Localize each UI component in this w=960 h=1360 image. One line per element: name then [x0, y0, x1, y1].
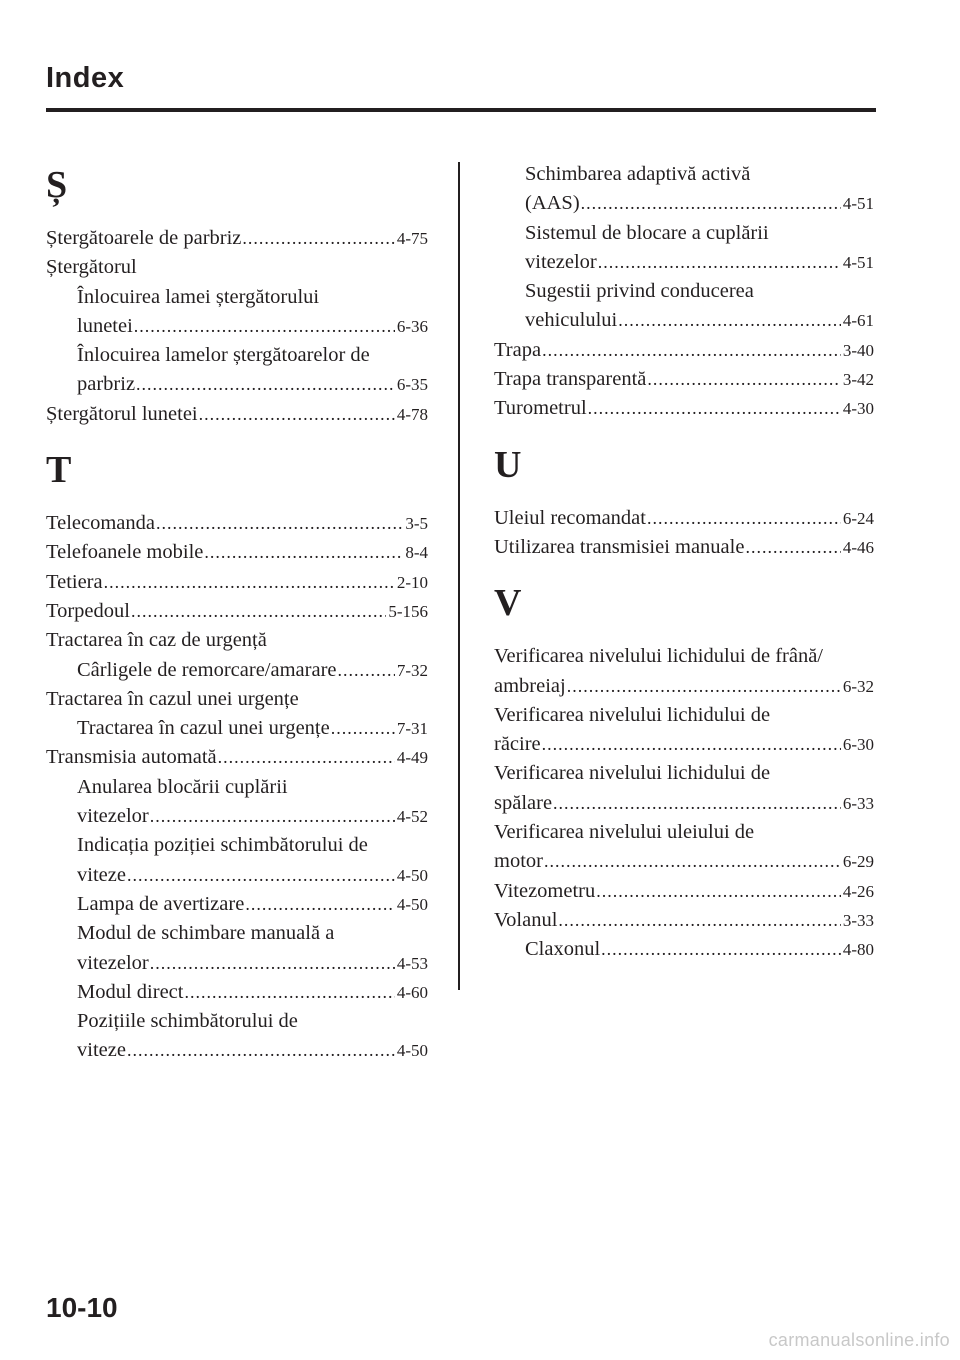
index-entry[interactable] [494, 877, 874, 906]
dot-leader [245, 890, 395, 919]
dot-leader [567, 672, 841, 701]
page-reference[interactable]: 2-10 [396, 572, 428, 592]
dot-leader [331, 714, 395, 743]
page-reference[interactable]: 4-46 [842, 537, 874, 557]
index-subheading: Modul de schimbare manuală a [77, 922, 335, 945]
page-reference[interactable]: 8-4 [405, 543, 428, 563]
page-reference[interactable]: 6-29 [842, 852, 874, 872]
index-entry-label: Torpedoul [46, 599, 130, 622]
page-reference[interactable]: 3-40 [842, 340, 874, 360]
index-entry[interactable] [494, 394, 874, 423]
index-entry-label: Trapa [494, 338, 542, 361]
page-title: Index [46, 62, 125, 94]
index-entry-label: motor [494, 850, 543, 873]
index-entry[interactable] [46, 370, 428, 399]
index-entry-label: Cârligele de remorcare/amarare [77, 658, 337, 681]
index-subheading: Schimbarea adaptivă activă [525, 163, 751, 185]
index-entry[interactable] [494, 336, 874, 365]
index-entry-label: Lampa de avertizare [77, 892, 245, 915]
dot-leader [136, 370, 395, 399]
index-entry[interactable] [46, 890, 428, 919]
index-entry-label: viteze [77, 1039, 126, 1062]
dot-leader [184, 978, 394, 1007]
dot-leader [745, 533, 840, 562]
section-letter: Ș [46, 164, 68, 206]
page-reference[interactable]: 6-24 [842, 508, 874, 528]
page-reference[interactable]: 4-75 [396, 229, 428, 248]
page-reference[interactable]: 4-52 [396, 807, 428, 827]
page-reference[interactable]: 4-26 [842, 881, 874, 901]
index-entry[interactable] [46, 400, 428, 429]
index-entry-label: Utilizarea transmisiei manuale [494, 535, 745, 558]
index-entry-label: vehiculului [525, 309, 618, 332]
index-subheading: Pozițiile schimbătorului de [77, 1010, 298, 1033]
dot-leader [338, 656, 395, 685]
index-entry-label: viteze [77, 863, 126, 886]
index-entry-label: vitezelor [77, 805, 149, 828]
index-entry-label: Trapa transparentă [494, 368, 647, 391]
dot-leader [544, 847, 841, 876]
index-entry-label: spălare [494, 791, 553, 814]
index-entry[interactable] [46, 656, 428, 685]
page-number: 10-10 [46, 1292, 118, 1323]
index-entry-label: vitezelor [77, 951, 149, 974]
section-letter: V [494, 582, 522, 625]
index-entry[interactable] [494, 789, 874, 818]
index-entry[interactable] [494, 189, 874, 218]
dot-leader [199, 400, 395, 429]
index-entry-label: (AAS) [525, 192, 580, 215]
page-reference[interactable]: 6-36 [396, 316, 428, 336]
page-reference[interactable]: 3-33 [842, 910, 874, 930]
index-entry-label: lunetei [77, 314, 133, 337]
index-entry-label: Uleiul recomandat [494, 506, 646, 529]
dot-leader [104, 568, 395, 597]
index-entry[interactable] [46, 743, 428, 772]
dot-leader [542, 730, 841, 759]
index-entry[interactable] [46, 978, 428, 1007]
index-entry[interactable] [46, 568, 428, 597]
dot-leader [156, 509, 403, 538]
index-entry-label: parbriz [77, 373, 136, 396]
index-entry-label: Ștergătorul lunetei [46, 402, 198, 425]
page-reference[interactable]: 4-50 [396, 1041, 428, 1061]
dot-leader [647, 504, 841, 533]
index-entry-label: Tractarea în cazul unei urgențe [77, 717, 330, 740]
index-heading: Verificarea nivelului lichidului de [494, 762, 771, 785]
index-entry[interactable] [46, 597, 428, 626]
column-divider [458, 162, 460, 990]
index-heading: Verificarea nivelului uleiului de [494, 821, 755, 844]
index-column-right [494, 160, 874, 965]
index-entry-label: Vitezometru [494, 879, 596, 902]
dot-leader [150, 949, 395, 978]
dot-leader [127, 861, 395, 890]
index-entry[interactable] [46, 224, 428, 253]
index-entry[interactable] [46, 802, 428, 831]
page-reference[interactable]: 4-49 [396, 748, 428, 768]
dot-leader [242, 224, 394, 253]
page-reference[interactable]: 4-51 [842, 252, 874, 272]
index-entry[interactable] [46, 312, 428, 341]
page-reference[interactable]: 4-80 [842, 940, 874, 960]
dot-leader [204, 538, 403, 567]
section-letter: T [46, 449, 72, 492]
index-entry[interactable] [46, 1036, 428, 1065]
page-reference[interactable]: 4-78 [396, 404, 428, 424]
dot-leader [553, 789, 841, 818]
index-entry[interactable] [494, 672, 874, 701]
index-entry-label: Modul direct [77, 980, 184, 1003]
index-heading: Tractarea în cazul unei urgențe [46, 687, 299, 710]
page-reference[interactable]: 7-31 [396, 719, 428, 739]
index-entry[interactable] [494, 248, 874, 277]
page-reference[interactable]: 4-50 [396, 865, 428, 885]
index-entry-label: Telecomanda [46, 512, 155, 535]
index-heading: Ștergătorul [46, 256, 137, 279]
watermark-text: carmanualsonline.info [768, 1330, 950, 1350]
index-entry[interactable] [494, 365, 874, 394]
page-reference[interactable]: 4-61 [842, 311, 874, 331]
dot-leader [127, 1036, 395, 1065]
index-entry[interactable] [494, 306, 874, 335]
index-entry[interactable] [494, 533, 874, 562]
index-entry-label: Tetiera [46, 570, 103, 593]
index-entry-label: Transmisia automată [46, 746, 217, 769]
dot-leader [150, 802, 395, 831]
page-reference[interactable]: 4-50 [396, 894, 428, 914]
page-reference[interactable]: 4-53 [396, 953, 428, 973]
index-heading: Tractarea în caz de urgență [46, 629, 267, 652]
page-reference[interactable]: 6-33 [842, 793, 874, 813]
dot-leader [581, 189, 841, 218]
dot-leader [598, 248, 841, 277]
page-reference[interactable]: 5-156 [388, 601, 428, 621]
header-divider [46, 108, 876, 112]
index-column-left [46, 162, 428, 1066]
index-entry[interactable] [494, 730, 874, 759]
index-subheading: Anularea blocării cuplării [77, 775, 288, 798]
index-entry-label: Claxonul [525, 938, 601, 961]
index-entry[interactable] [494, 906, 874, 935]
page-reference[interactable]: 7-32 [396, 660, 428, 680]
index-entry[interactable] [494, 504, 874, 533]
index-entry[interactable] [46, 538, 428, 567]
dot-leader [131, 597, 386, 626]
page-reference[interactable]: 6-32 [842, 676, 874, 696]
index-entry[interactable] [494, 847, 874, 876]
page-reference[interactable]: 3-42 [842, 370, 874, 390]
index-heading: Verificarea nivelului lichidului de [494, 703, 771, 726]
index-entry[interactable] [46, 861, 428, 890]
index-heading: Verificarea nivelului lichidului de frână/ [494, 645, 824, 668]
index-subheading: Indicația poziției schimbătorului de [77, 834, 368, 857]
dot-leader [218, 743, 395, 772]
index-subheading: Înlocuirea lamelor ștergătoarelor de [77, 344, 370, 367]
index-entry-label: Volanul [494, 908, 558, 931]
page-reference[interactable]: 3-5 [405, 514, 428, 534]
dot-leader [618, 306, 841, 335]
dot-leader [601, 935, 841, 964]
dot-leader [588, 394, 841, 423]
index-entry[interactable] [46, 949, 428, 978]
page-reference[interactable]: 6-35 [396, 375, 428, 395]
index-entry[interactable] [46, 509, 428, 538]
index-entry[interactable] [46, 714, 428, 743]
dot-leader [647, 365, 840, 394]
dot-leader [596, 877, 841, 906]
index-subheading: Înlocuirea lamei ștergătorului [77, 285, 320, 308]
dot-leader [558, 906, 840, 935]
dot-leader [542, 336, 841, 365]
index-entry-label: răcire [494, 733, 541, 756]
index-entry-label: ambreiaj [494, 674, 566, 697]
dot-leader [134, 312, 395, 341]
section-letter: U [494, 443, 522, 486]
index-entry-label: Turometrul [494, 397, 587, 420]
index-entry[interactable] [494, 935, 874, 964]
index-subheading: Sugestii privind conducerea [525, 280, 754, 303]
index-subheading: Sistemul de blocare a cuplării [525, 221, 769, 244]
page-reference[interactable]: 4-51 [842, 194, 874, 214]
index-entry-label: Telefoanele mobile [46, 541, 204, 564]
page-reference[interactable]: 6-30 [842, 735, 874, 755]
index-entry-label: Ștergătoarele de parbriz [46, 227, 242, 249]
page-reference[interactable]: 4-30 [842, 399, 874, 419]
page-reference[interactable]: 4-60 [396, 982, 428, 1002]
index-entry-label: vitezelor [525, 250, 597, 273]
